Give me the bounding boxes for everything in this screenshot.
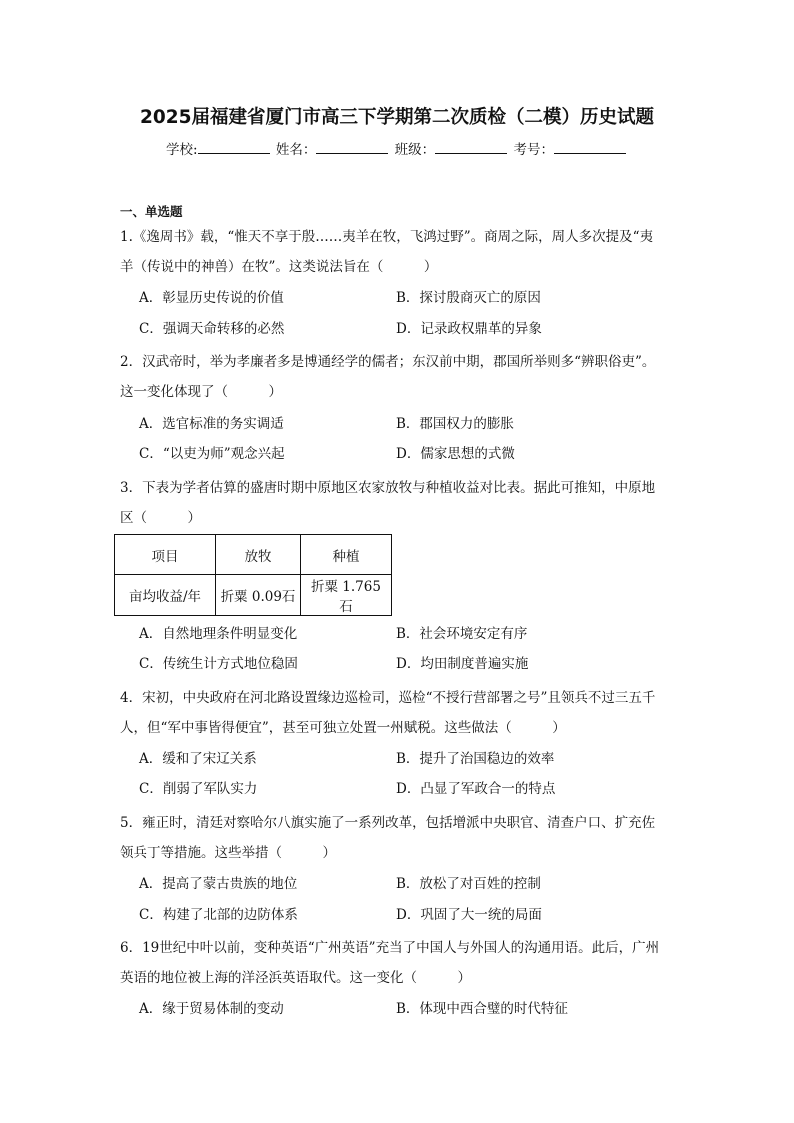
table-cell-planting: 折粟 1.765石 (301, 575, 392, 616)
question-4-line-1: 4．宋初，中央政府在河北路设置缘边巡检司，巡检“不授行营部署之号”且领兵不过三五千 (120, 690, 656, 706)
question-3-option-a[interactable]: A．自然地理条件明显变化 (139, 626, 298, 642)
question-3-line-2: 区（ ） (120, 510, 201, 526)
question-5-option-a[interactable]: A．提高了蒙古贵族的地位 (139, 876, 298, 892)
table-header-grazing: 放牧 (216, 535, 301, 575)
table-cell-grazing: 折粟 0.09石 (216, 575, 301, 616)
school-blank[interactable] (198, 141, 270, 154)
question-1-option-c[interactable]: C．强调天命转移的必然 (139, 321, 285, 337)
table-row (115, 575, 392, 616)
question-6-line-1: 6．19世纪中叶以前，变种英语“广州英语”充当了中国人与外国人的沟通用语。此后，广州 (120, 940, 660, 956)
name-label: 姓名： (275, 142, 317, 158)
question-3-option-c[interactable]: C．传统生计方式地位稳固 (139, 656, 298, 672)
question-4-option-b[interactable]: B．提升了治国稳边的效率 (396, 751, 555, 767)
table-header-item: 项目 (115, 535, 216, 575)
question-6-option-a[interactable]: A．缘于贸易体制的变动 (139, 1001, 284, 1017)
question-3-option-d[interactable]: D．均田制度普遍实施 (396, 656, 529, 672)
question-3-line-1: 3．下表为学者估算的盛唐时期中原地区农家放牧与种植收益对比表。据此可推知，中原地 (120, 480, 656, 496)
question-5-line-1: 5．雍正时，清廷对察哈尔八旗实施了一系列改革，包括增派中央职官、清查户口、扩充佐 (120, 815, 656, 831)
income-comparison-table (114, 534, 392, 616)
question-5-stem (120, 808, 680, 868)
question-5-option-b[interactable]: B．放松了对百姓的控制 (396, 876, 541, 892)
question-4-line-2: 人，但“军中事皆得便宜”，甚至可独立处置一州赋税。这些做法（ ） (120, 720, 566, 736)
exam-title: 2025届福建省厦门市高三下学期第二次质检（二模）历史试题 (140, 107, 654, 128)
question-2-option-b[interactable]: B．郡国权力的膨胀 (396, 416, 514, 432)
question-6-line-2: 英语的地位被上海的洋泾浜英语取代。这一变化（ ） (120, 970, 471, 986)
name-blank[interactable] (316, 141, 388, 154)
question-5-line-2: 领兵丁等措施。这些举措（ ） (120, 845, 336, 861)
question-1-line-2: 羊（传说中的神兽）在牧”。这类说法旨在（ ） (120, 259, 438, 275)
class-blank[interactable] (435, 141, 507, 154)
section-heading: 一、单选题 (120, 204, 183, 219)
question-2-option-c[interactable]: C．“以吏为师”观念兴起 (139, 446, 285, 462)
question-4-stem (120, 683, 680, 743)
class-label: 班级： (394, 142, 436, 158)
school-label: 学校: (166, 142, 198, 158)
question-6-stem (120, 933, 680, 993)
exam-number-blank[interactable] (554, 141, 626, 154)
question-4-option-c[interactable]: C．削弱了军队实力 (139, 781, 258, 797)
question-4-option-a[interactable]: A．缓和了宋辽关系 (139, 751, 257, 767)
student-info-line (0, 138, 794, 158)
question-1-stem (120, 222, 680, 282)
question-1-option-b[interactable]: B．探讨殷商灭亡的原因 (396, 290, 541, 306)
question-2-line-1: 2．汉武帝时，举为孝廉者多是博通经学的儒者；东汉前中期，郡国所举则多“辨职俗吏”。 (120, 354, 656, 370)
question-5-option-d[interactable]: D．巩固了大一统的局面 (396, 907, 542, 923)
question-2-stem (120, 347, 680, 407)
table-header-planting: 种植 (301, 535, 392, 575)
question-4-option-d[interactable]: D．凸显了军政合一的特点 (396, 781, 556, 797)
question-2-option-d[interactable]: D．儒家思想的式微 (396, 446, 515, 462)
question-1-option-a[interactable]: A．彰显历史传说的价值 (139, 290, 284, 306)
table-header-row (115, 535, 392, 575)
exam-number-label: 考号： (513, 142, 554, 158)
table-cell-label: 亩均收益/年 (115, 575, 216, 616)
question-3-stem (120, 473, 680, 533)
question-5-option-c[interactable]: C．构建了北部的边防体系 (139, 907, 298, 923)
question-1-option-d[interactable]: D．记录政权鼎革的异象 (396, 321, 542, 337)
question-3-option-b[interactable]: B．社会环境安定有序 (396, 626, 528, 642)
question-2-option-a[interactable]: A．选官标准的务实调适 (139, 416, 284, 432)
question-6-option-b[interactable]: B．体现中西合璧的时代特征 (396, 1001, 568, 1017)
question-1-line-1: 1.《逸周书》载，“惟天不享于殷……夷羊在牧，飞鸿过野”。商周之际，周人多次提及“夷 (120, 229, 654, 245)
question-2-line-2: 这一变化体现了（ ） (120, 384, 282, 400)
